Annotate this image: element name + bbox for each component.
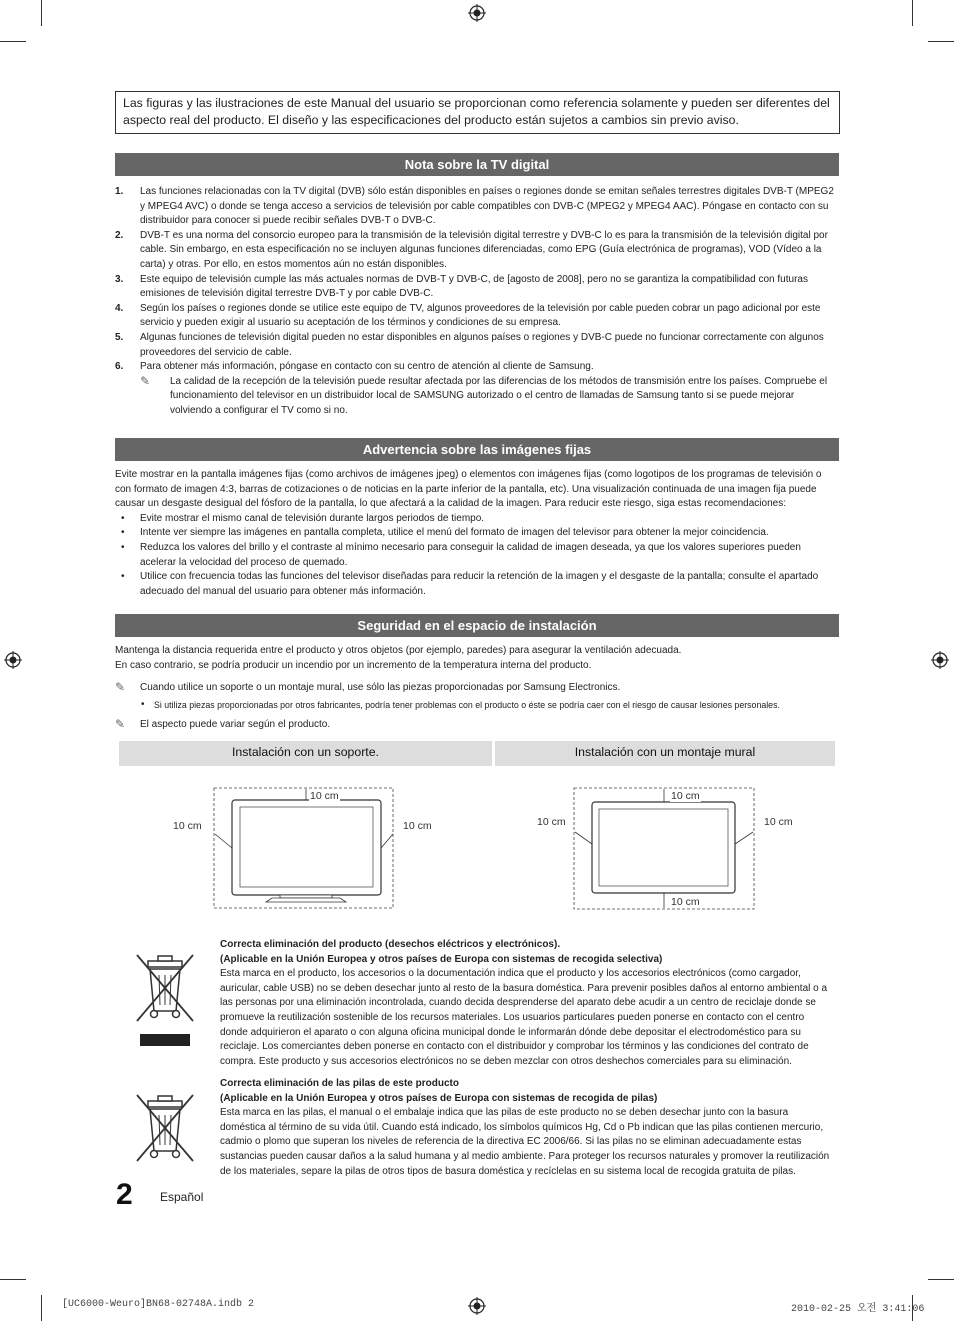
battery-disposal-title: Correcta eliminación de las pilas de este producto xyxy=(220,1078,459,1089)
note-item: ✎ La calidad de la recepción de la televisión puede resultar afectada por las diferencias de los métodos de transmisión entre los países. Compruebe el funcionamiento del televisor en un distribuidor local de SAMSUNG autorizado o el centro de llamadas de Samsung tanto si se puede mejorar volviendo a configurar el TV como si no. xyxy=(140,373,828,416)
battery-disposal-body: Esta marca en las pilas, el manual o el embalaje indica que las pilas de este producto no se deben desechar junto con la basura doméstica al término de su vida útil. Cuando está indicado, los símbolos químicos Hg, Cd o Pb indican que las pilas contienen mercurio, cadmio o plomo que superan los niveles de referencia de la directiva EC 2006/66. Si las pilas no se eliminan adecuadamente estas sustancias pueden causar daños a la salud humana y al medio ambiente. Para proteger los recursos naturales y promover la reutilización de los materiales, separe la pilas de otros tipos de basura doméstica y recíclelas en su sistema local de recogida gratuita de pilas. xyxy=(220,1107,830,1177)
list-item: • Utilice con frecuencia todas las funciones del televisor diseñadas para reducir la retención de la imagen y el desgaste de la pantalla; consulte el apartado adecuado del manual del usuario para obtener más información. xyxy=(121,571,819,597)
registration-mark-icon xyxy=(468,1297,486,1315)
registration-mark-icon xyxy=(4,651,22,669)
list-item: • Intente ver siempre las imágenes en pantalla completa, utilice el menú del formato de imagen del televisor para obtener la mejor coincidencia. xyxy=(121,527,769,539)
list-item: • Evite mostrar el mismo canal de televisión durante largos periodos de tiempo. xyxy=(121,512,485,524)
product-disposal-subtitle: (Aplicable en la Unión Europea y otros países de Europa con sistemas de recogida selectiva) xyxy=(220,953,663,965)
registration-mark-icon xyxy=(931,651,949,669)
crop-mark xyxy=(41,0,42,26)
clearance-label: 10 cm xyxy=(537,816,566,828)
list-item: 2. DVB-T es una norma del consorcio europeo para la transmisión de la televisión digital terrestre y DVB-C lo es para la transmisión de la televisión digital por cable. Sin embargo, en esta especificación no se incluyen algunas funciones diferenciadas, como EPG (Guía electrónica de programas), VOD (Vídeo a la carta) y otras. Por ello, en estos momentos aún no están disponibles. xyxy=(115,229,828,270)
page-number: 2 xyxy=(116,1178,133,1211)
wall-install-header: Instalación con un montaje mural xyxy=(495,741,835,766)
still-images-intro: Evite mostrar en la pantalla imágenes fijas (como archivos de imágenes jpeg) o elementos con imágenes fijas (como logotipos de los programas de televisión o con formato de imagen 4:3, barras de cotizaciones o de noticias en la parte inferior de la pantalla, etc). Una visualización continuada de una imagen fija puede causar un desgaste desigual del fósforo de la pantalla, lo que afectará a la calidad de la imagen. Para reducir este riesgo, siga estas recomendaciones: xyxy=(115,469,822,510)
footer-timestamp: 2010-02-25 오전 3:41:06 xyxy=(791,1304,925,1315)
clearance-label: 10 cm xyxy=(764,816,793,828)
crop-mark xyxy=(0,1279,26,1280)
stand-install-header: Instalación con un soporte. xyxy=(119,741,492,766)
section-header-digital-tv: Nota sobre la TV digital xyxy=(115,153,839,176)
clearance-label: 10 cm xyxy=(671,790,700,802)
list-item: 4. Según los países o regiones donde se utilice este equipo de TV, algunos proveedores de la televisión por cable pueden cobrar un pago adicional por este servicio y pueden exigir al usuario su aceptación de los términos y condiciones de su empresa. xyxy=(115,302,821,329)
crossed-bin-icon xyxy=(132,953,198,1047)
note-item: ✎ Cuando utilice un soporte o un montaje mural, use sólo las piezas proporcionadas por Samsung Electronics. xyxy=(115,680,621,694)
registration-mark-icon xyxy=(468,4,486,22)
clearance-label: 10 cm xyxy=(671,896,700,908)
product-disposal-title: Correcta eliminación del producto (desechos eléctricos y electrónicos). xyxy=(220,939,561,950)
digital-tv-list xyxy=(115,185,839,419)
list-item: 6. Para obtener más información, póngase en contacto con su centro de atención al cliente de Samsung. xyxy=(115,361,594,373)
crossed-bin-battery-icon xyxy=(132,1093,198,1165)
battery-disposal-subtitle: (Aplicable en la Unión Europea y otros países de Europa con sistemas de recogida de pilas) xyxy=(220,1092,658,1104)
section-header-still-images: Advertencia sobre las imágenes fijas xyxy=(115,438,839,461)
wall-installation-diagram xyxy=(560,780,770,912)
product-disposal-text xyxy=(220,938,832,1069)
product-disposal-body: Esta marca en el producto, los accesorios o la documentación indica que el producto y los accesorios electrónicos (como cargador, auricular, cable USB) no se deben desechar junto al resto de la basura doméstica. Para prevenir posibles daños al entorno ambiental o a las personas por una eliminación incontrolada, cuando decida desprenderse del aparato debe acudir a un centro de reciclaje donde se promueve la reutilización sostenible de los recursos materiales. Los usuarios particulares pueden ponerse en contacto con el centro donde adquirieron el aparato o con alguna oficina municipal donde le informarán dónde debe depositar el electrodoméstico para su reciclaje. Los comerciantes deben ponerse en contacto con el distribuidor y comprobar los términos y las condiciones del contrato de compra. Este producto y sus accesorios electrónicos no se deben mezclar con otros deshechos comerciales para su eliminación. xyxy=(220,968,828,1067)
crop-mark xyxy=(928,41,954,42)
disclaimer-box: Las figuras y las ilustraciones de este Manual del usuario se proporcionan como referencia solamente y pueden ser diferentes del aspecto real del producto. El diseño y las especificaciones del producto están sujetos a cambios sin previo aviso. xyxy=(115,91,840,134)
list-item: 3. Este equipo de televisión cumple las más actuales normas de DVB-T y DVB-C, de [agosto de 2008], pero no se garantiza la compatibilidad con futuras emisiones de televisión digital terrestre DVB-T y por cable DVB-C. xyxy=(115,273,808,300)
crop-mark xyxy=(928,1279,954,1280)
footer-file-info: [UC6000-Weuro]BN68-02748A.indb 2 xyxy=(62,1299,255,1310)
clearance-label: 10 cm xyxy=(310,790,339,802)
installation-line-1: Mantenga la distancia requerida entre el producto y otros objetos (por ejemplo, paredes) para asegurar la ventilación adecuada. xyxy=(115,645,682,656)
crop-mark xyxy=(41,1295,42,1321)
clearance-label: 10 cm xyxy=(403,820,432,832)
crop-mark xyxy=(0,41,26,42)
list-item: 5. Algunas funciones de televisión digital pueden no estar disponibles en algunos países o regiones y DVB-C puede no funcionar correctamente con algunos proveedores del servicio de cable. xyxy=(115,331,824,358)
pencil-note-icon: ✎ xyxy=(140,373,151,388)
list-item: 1. Las funciones relacionadas con la TV digital (DVB) sólo están disponibles en países o regiones donde se emitan señales terrestres digitales DVB-T (MPEG2 y MPEG4 AVC) o donde se tenga acceso a servicios de televisión por cable compatibles con DVB-C (MPEG2 y MPEG4 AAC). Póngase en contacto con su distribuidor para conocer si puede recibir señales DVB-T o DVB-C. xyxy=(115,186,834,227)
sub-bullet: • Si utiliza piezas proporcionadas por otros fabricantes, podría tener problemas con el producto o éste se podría caer con el riesgo de causar lesiones personales. xyxy=(141,698,780,710)
still-images-content xyxy=(115,468,839,599)
clearance-label: 10 cm xyxy=(173,820,202,832)
battery-disposal-text xyxy=(220,1077,832,1179)
section-header-installation: Seguridad en el espacio de instalación xyxy=(115,614,839,637)
list-item: • Reduzca los valores del brillo y el contraste al mínimo necesario para conseguir la calidad de imagen deseada, ya que los valores superiores pueden acelerar la velocidad del proceso de quemado. xyxy=(121,541,801,568)
installation-notes xyxy=(115,681,839,733)
pencil-note-icon: ✎ xyxy=(115,680,126,694)
installation-line-2: En caso contrario, se podría producir un incendio por un incremento de la temperatura interna del producto. xyxy=(115,659,592,671)
page-language: Español xyxy=(160,1190,204,1204)
installation-intro xyxy=(115,644,839,673)
note-item: ✎ El aspecto puede variar según el producto. xyxy=(115,717,331,732)
crop-mark xyxy=(912,0,913,26)
pencil-note-icon: ✎ xyxy=(115,717,126,732)
